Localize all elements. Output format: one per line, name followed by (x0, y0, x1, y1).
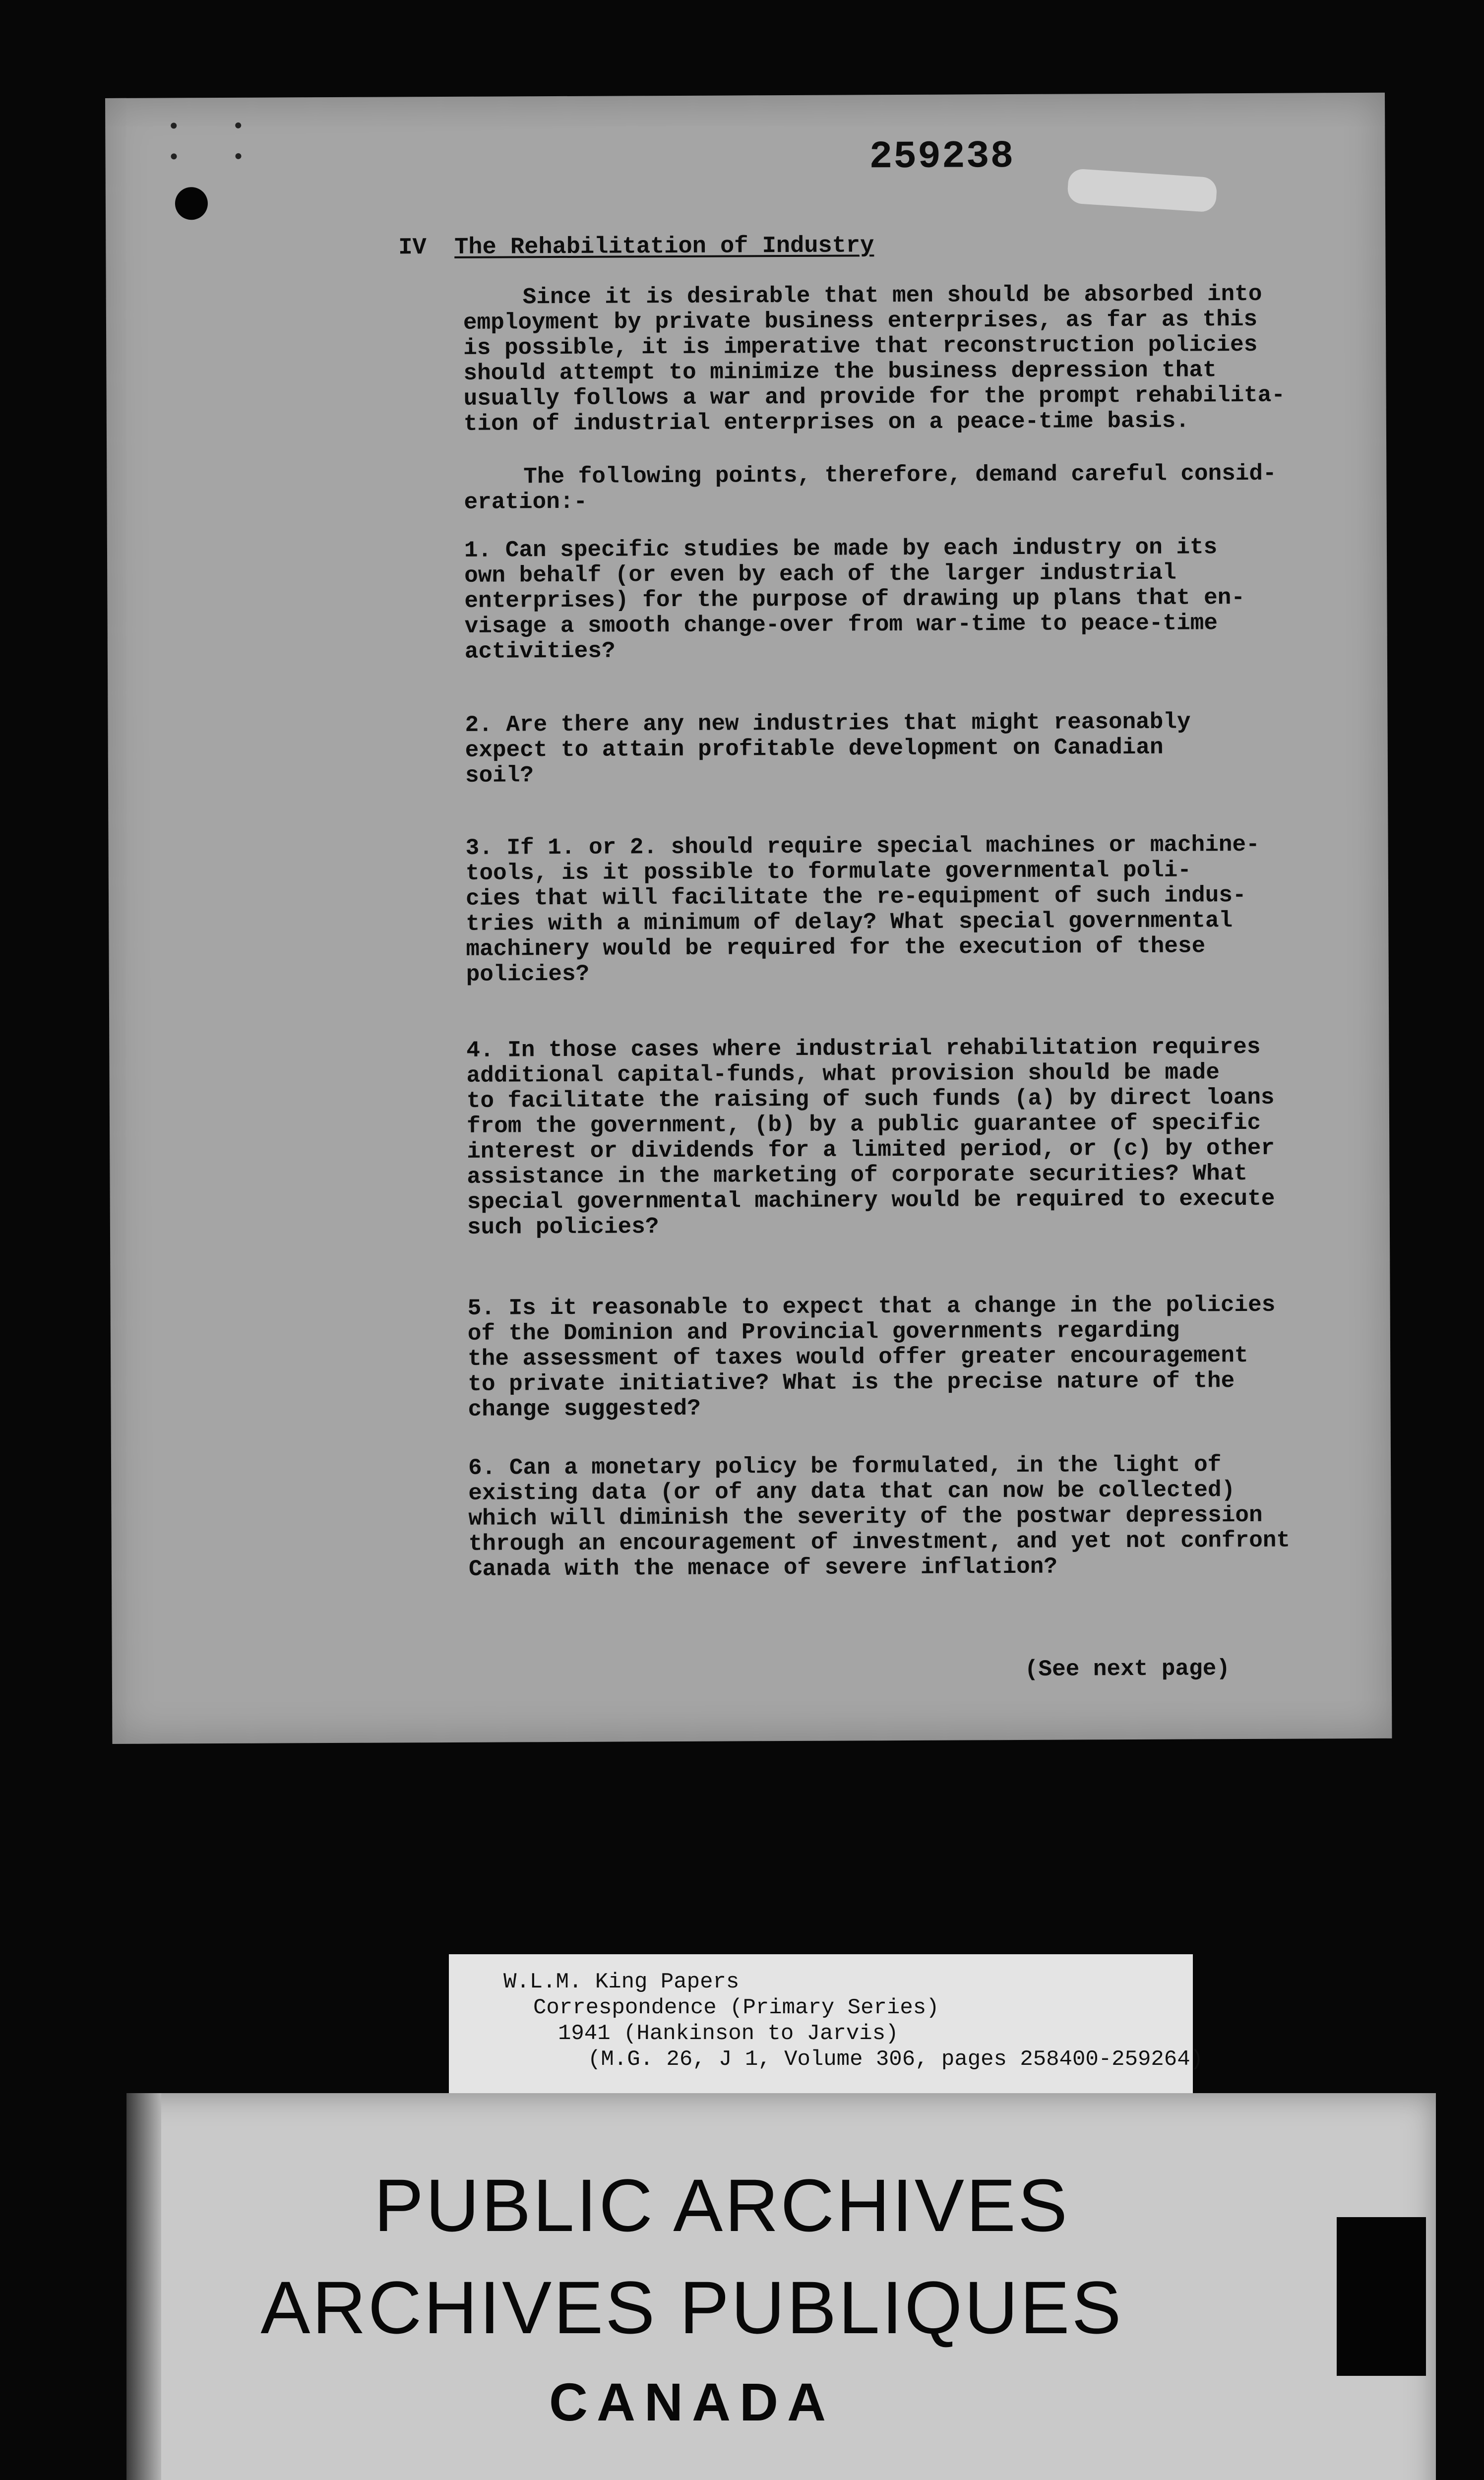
reference-year-range: 1941 (Hankinson to Jarvis) (558, 2021, 899, 2046)
public-archives-card (126, 2093, 1436, 2480)
question-3: 3. If 1. or 2. should require special machines or machine- tools, is it possible to formulate governmental poli- cies that will facilitate the re-equipment of such indus- tries with a minimum of delay? What special governmental machinery would be required for the execution of these policies? (465, 831, 1260, 988)
speck (235, 123, 241, 128)
question-1: 1. Can specific studies be made by each industry on its own behalf (or even by each of the larger industrial enterprises) for the purpose of drawing up plans that en- visage a smooth change-over from war-time to peace-time activities? (464, 534, 1245, 665)
speck (171, 123, 177, 128)
heading-title: The Rehabilitation of Industry (454, 233, 874, 261)
reference-collection: W.L.M. King Papers (503, 1970, 740, 1994)
reference-series: Correspondence (Primary Series) (533, 1995, 939, 2020)
archives-title-english: PUBLIC ARCHIVES (373, 2164, 1070, 2247)
archives-country: CANADA (549, 2372, 835, 2432)
question-6: 6. Can a monetary policy be formulated, in the light of existing data (or of any data that can now be collected) which will diminish the severity of the postwar depression through an encouragement of investment, and yet not confront Canada with the menace of severe inflation? (468, 1452, 1291, 1582)
document-number: 259238 (869, 135, 1015, 180)
question-4: 4. In those cases where industrial rehabilitation requires additional capital-funds, what provision should be made to facilitate the raising of such funds (a) by direct loans from the government, (b) by a public guarantee of specific interest or dividends for a limited period, or (c) by other assistance in the marketing of corporate securities? What special governmental machinery would be required to execute such policies? (466, 1034, 1275, 1240)
typed-document-page (105, 93, 1392, 1744)
points-intro-paragraph: The following points, therefore, demand careful consid- eration:- (464, 460, 1277, 515)
speck (171, 153, 177, 159)
question-2: 2. Are there any new industries that might reasonably expect to attain profitable development on Canadian soil? (465, 709, 1191, 789)
calibration-square (1337, 2217, 1426, 2376)
punch-hole (175, 187, 208, 220)
heading-numeral: IV (398, 235, 427, 261)
stamp-smudge (1067, 168, 1218, 212)
archival-reference-label (449, 1954, 1204, 2103)
speck (235, 153, 241, 159)
reference-volume-pages: (M.G. 26, J 1, Volume 306, pages 258400-259264) (588, 2047, 1204, 2072)
see-next-page-note: (See next page) (1024, 1656, 1231, 1682)
section-heading (398, 233, 874, 261)
intro-paragraph: Since it is desirable that men should be absorbed into employment by private business enterprises, as far as this is possible, it is imperative that reconstruction policies should attempt to minimize the business depression that usually follows a war and provide for the prompt rehabilita- tion of industrial enterprises on a peace-time basis. (463, 281, 1286, 437)
archives-title-french: ARCHIVES PUBLIQUES (260, 2266, 1123, 2349)
question-5: 5. Is it reasonable to expect that a change in the policies of the Dominion and Provincial governments regarding the assessment of taxes would offer greater encouragement to private initiative? What is the precise nature of the change suggested? (467, 1292, 1276, 1423)
